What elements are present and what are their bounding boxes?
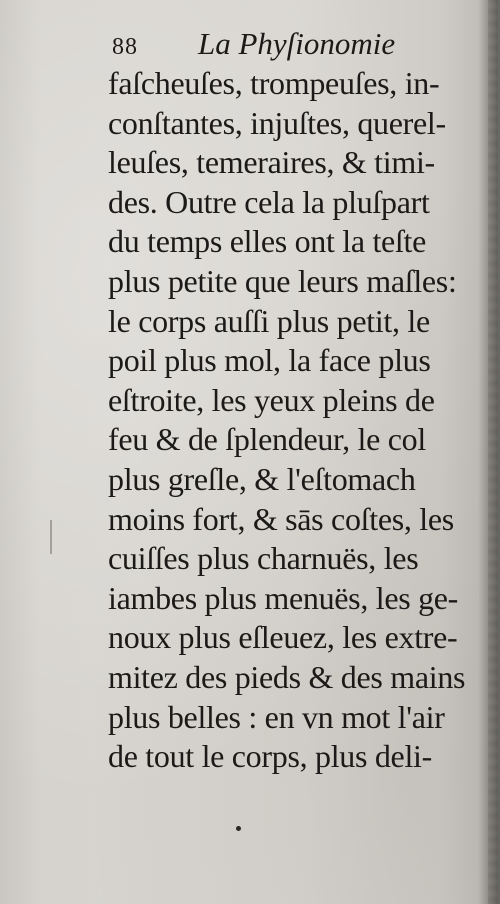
text-line: leuſes, temeraires, & timi- (108, 144, 435, 181)
text-line: plus petite que leurs maſles: (108, 262, 457, 299)
text-line: poil plus mol, la face plus (108, 342, 431, 379)
text-line: du temps elles ont la teſte (108, 223, 427, 260)
text-line: le corps auſſi plus petit, le (108, 302, 430, 339)
gutter-shadow (478, 0, 500, 904)
ink-dot (236, 826, 241, 831)
text-line: feu & de ſplendeur, le col (108, 421, 426, 458)
text-line: de tout le corps, plus deli- (108, 738, 432, 775)
text-line: faſcheuſes, trompeuſes, in- (108, 65, 440, 101)
text-line: des. Outre cela la pluſpart (108, 183, 430, 220)
text-line: moins fort, & sās coſtes, les (108, 500, 454, 537)
body-text (108, 64, 468, 777)
text-line: mitez des pieds & des mains (108, 658, 466, 695)
text-line: eſtroite, les yeux pleins de (108, 381, 435, 418)
text-line: plus greſle, & l'eſtomach (108, 460, 416, 497)
text-line: conſtantes, injuſtes, querel- (108, 104, 446, 141)
text-line: plus belles : en vn mot l'air (108, 698, 445, 735)
text-line: iambes plus menuës, les ge- (108, 579, 459, 616)
text-line: noux plus eſleuez, les extre- (108, 619, 458, 656)
margin-mark (50, 520, 52, 554)
page-title: La Phyſionomie (198, 26, 396, 61)
text-line: cuiſſes plus charnuës, les (108, 540, 419, 577)
page-number: 88 (112, 34, 138, 60)
running-head (112, 24, 452, 68)
